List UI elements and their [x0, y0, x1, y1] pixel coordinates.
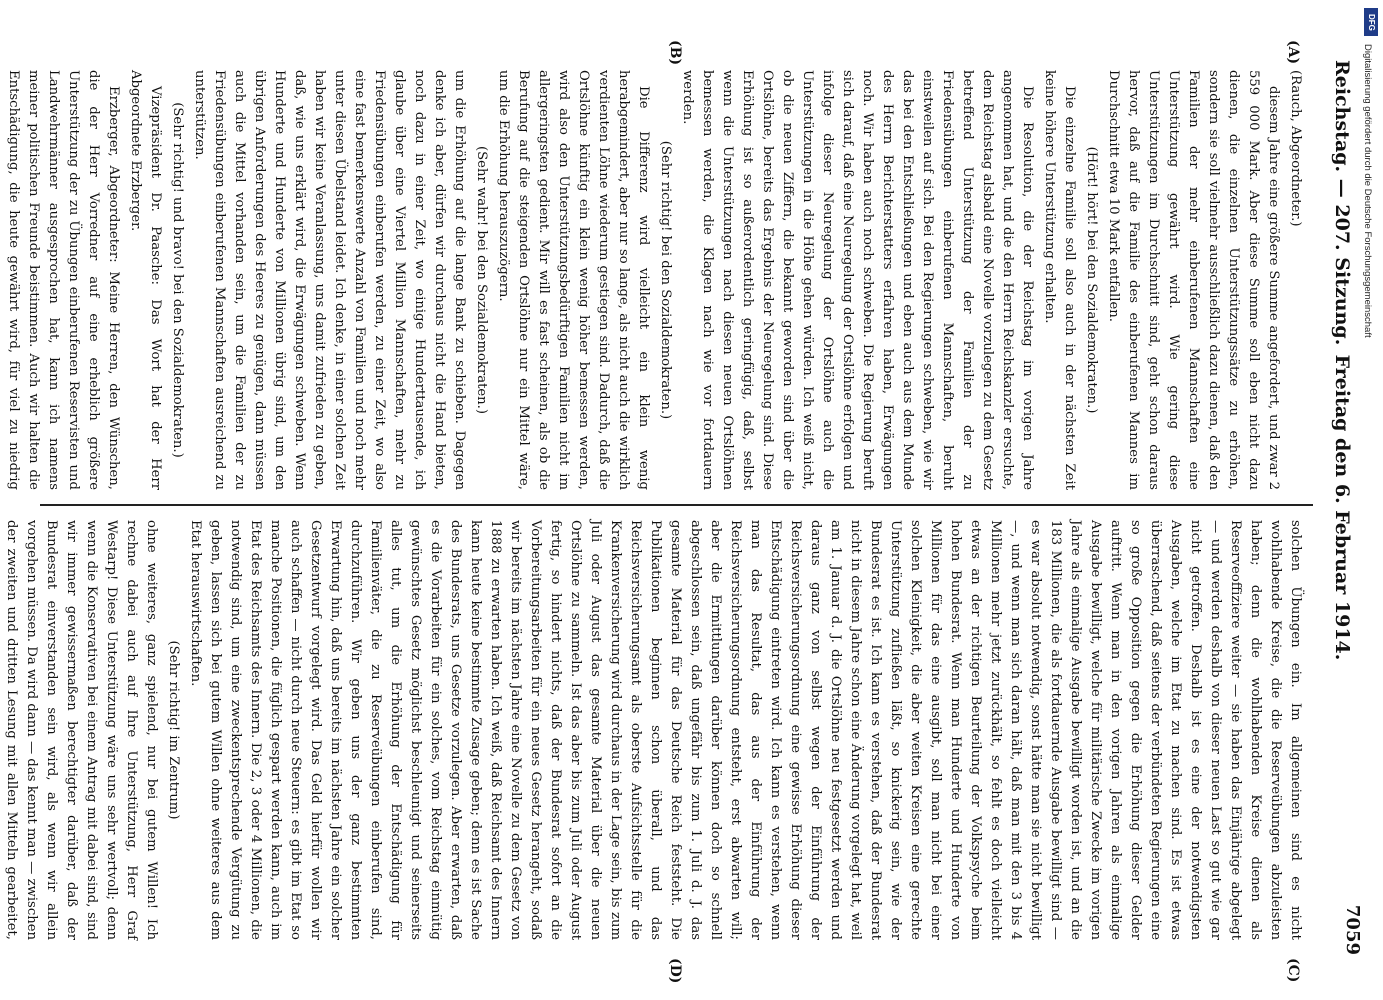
margin-marker-c: (C) — [1285, 958, 1301, 983]
digitization-credit: Digitalisierung gefördert durch die Deutsche Forschungsgemeinschaft — [1362, 44, 1373, 338]
column-divider — [40, 504, 1313, 506]
paragraph: Die Differenz wird vielleicht ein klein wenig herabgemindert, aber nur so lange, als nicht auch die wirklich verdienten Löhne wiederum gestiegen sind. Dadurch, daß die Ortslöhne künftig ein klein wenig höher bemessen werden, wird also den Unterstützungsbedürftigen Familien nicht im allergeringsten gedient. Mir will es fast scheinen, als ob die Berufung auf die steigenden Ortslöhne nur ein Mittel wäre, um die Erhöhung herauszuzögern. — [496, 70, 651, 490]
paragraph: um die Erhöhung auf die lange Bank zu schieben. Dagegen denke ich aber, dürfen wir durchaus nicht die Hand bieten, noch dazu in einer Zeit, wo einige Hunderttausende, ich glaube über eine Viertel Million Mannschaften, mehr zu Friedensübungen einberufen werden, zu einer Zeit, wo also eine fast bemerkenswerte Anzahl von Familien und noch mehr unter diesen Übelstand leidet. Ich denke, in einer solchen Zeit haben wir keine Veranlassung, uns damit zufrieden zu geben, daß, wie uns erklärt wird, die Erwägungen schweben. Wenn Hunderte und Hunderte von Millionen übrig sind, um den übrigen Anforderungen des Heeres zu genügen, dann müssen auch die Mittel vorhanden sein, um die Familien der zu Friedensübungen einberufenen Mannschaften ausreichend zu unterstützen. — [192, 70, 467, 490]
paragraph: ohne weiteres, ganz spielend, nur bei gutem Willen! Ich rechne dabei auch auf Ihre Unterstützung, Herr Graf Westarp! Diese Unterstützung wäre uns sehr wertvoll; denn wenn die Konservativen bei einem Antrag mit dabei sind, sind wir immer gewissermaßen berechtigter darüber, daß der Bundesrat einverstanden sein wird, als wenn wir allein vorgehen müssen. Da wird dann — das kennt man — zwischen der zweiten und dritten Lesung mit allen Mitteln gearbeitet, — [4, 520, 159, 940]
dfg-logo: DFG — [1364, 8, 1378, 36]
chair-announcement: Vizepräsident Dr. Paasche: Das Wort hat der Herr Abgeordnete Erzberger. — [128, 70, 163, 490]
paragraph: solchen Übungen ein. Im allgemeinen sind es nicht wohlhabende Kreise, die die Reserveübungen abzuleisten haben; denn die wohlhabenden Kreise dienen als Reserveoffiziere weiter — sie haben das Einjährige abgelegt — und werden deshalb von dieser neuen Last so gut wie gar nicht getroffen. Deshalb ist es eine der notwendigsten Ausgaben, welche im Etat zu machen sind. Es ist etwas überraschend, daß seitens der verbündeten Regierungen eine so große Opposition gegen die Erhöhung dieser Gelder auftritt. Wenn man in den vorigen Jahren als einmalige Ausgabe bewilligt, welche für militärische Zwecke im vorigen Jahre als einmalige Ausgabe bewilligt worden ist, und an die 183 Millionen, die als fortdauernde Ausgabe bewilligt sind — es war absolut notwendig, sonst hätte man sie nicht bewilligt —, und wenn man sich daran hält, daß man mit den 3 bis 4 Millionen mehr jetzt zurückhält, so fehlt es doch vielleicht etwas an der richtigen Beurteilung der Volkspsyche beim hohen Bundesrat. Wenn man Hunderte und Hunderte von Millionen für das eine ausgibt, soll man nicht bei einer solchen Kleinigkeit, die aber weiten Kreisen eine gerechte Unterstützung zufließen läßt, so knickerig sein, wie der Bundesrat es ist. Ich kann es verstehen, daß der Bundesrat nicht in diesem Jahre schon eine Änderung vorgelegt hat, weil am 1. Januar d. J. die Ortslöhne neu festgesetzt werden und daraus ganz von selbst wegen der Einführung der Reichsversicherungsordnung eine gewisse Erhöhung dieser Entschädigung eintreten wird. Ich kann es verstehen, wenn man das Resultat, das aus der Einführung der Reichsversicherungsordnung entsteht, erst abwarten will; aber die Ermittlungen darüber können doch so schnell abgeschlossen sein, daß ungefähr bis zum 1. Juli d. J. das gesamte Material für das Deutsche Reich feststeht. Die Publikationen beginnen schon überall, und das Reichsversicherungsamt als oberste Aufsichtsstelle für die Krankenversicherung wird durchaus in der Lage sein, bis zum Juli oder August das gesamte Material über die neuen Ortslöhne zu sammeln. Ist das aber bis zum Juli oder August fertig, so hindert nichts, daß der Bundesrat sofort an die Vorbereitungsarbeiten für ein neues Gesetz herangeht, sodaß wir bereits im nächsten Jahre eine Novelle zu dem Gesetz von 1888 zu erwarten haben. Ich weiß, daß Reichsamt des Innern kann heute keine bestimmte Zusage geben; denn es ist Sache des Bundesrats, uns Gesetze vorzulegen. Aber erwarten, daß es die Vorarbeiten für ein solches, vom Reichstag einmütig gewünschtes Gesetz möglichst beschleunigt und seinerseits alles tut, um die Erhöhung der Entschädigung für Familienväter, die zu Reserveübungen einberufen sind, durchzuführen. Wir geben uns der ganz bestimmten Erwartung hin, daß uns bereits im nächsten Jahre ein solcher Gesetzentwurf vorgelegt wird. Das Geld hierfür wollen wir auch schaffen — nicht durch neue Steuern: es gibt im Etat so manche Positionen, die füglich gespart werden kann, auch im Etat des Reichsamts des Innern. Die 2, 3 oder 4 Millionen, die notwendig sind, um eine zweckentsprechende Vergütung zu geben, lassen sich bei gutem Willen ohne weiteres aus dem Etat herauswirtschaften. — [188, 520, 1303, 940]
margin-marker-d: (D) — [667, 958, 683, 984]
interjection: (Sehr richtig! im Zentrum) — [166, 640, 181, 820]
interjection: (Sehr richtig! bei den Sozialdemokraten.) — [658, 140, 673, 420]
left-column — [6, 70, 1305, 490]
paragraph: Die einzelne Familie soll also auch in der nächsten Zeit keine höhere Unterstützung erhalten. — [1042, 70, 1077, 490]
interjection: (Sehr richtig! und bravo! bei den Sozialdemokraten.) — [170, 102, 185, 458]
interjection: (Hört! hört! bei den Sozialdemokraten.) — [1084, 146, 1099, 414]
header-date: Freitag den 6. Februar 1914. — [1331, 354, 1353, 661]
page-header — [1325, 60, 1363, 955]
margin-marker-b: (B) — [667, 40, 683, 66]
interjection: (Sehr wahr! bei den Sozialdemokraten.) — [474, 146, 489, 414]
right-column — [4, 520, 1305, 940]
margin-marker-a: (A) — [1285, 40, 1301, 65]
paragraph: diesem Jahre eine größere Summe angefordert, und zwar 2 559 000 Mark. Aber diese Summe soll eben nicht dazu dienen, die einzelnen Unterstützungssätze zu erhöhen, sondern sie soll vielmehr ausschließlich dazu dienen, daß den Familien der mehr einberufenen Mannschaften eine Unterstützung gewährt wird. Wie gering diese Unterstützungen im Durchschnitt sind, geht schon daraus hervor, daß auf die Familie des einberufenen Mannes im Durchschnitt etwa 10 Mark entfallen. — [1106, 70, 1281, 490]
header-session: Reichstag. — 207. Sitzung. — [1331, 60, 1353, 346]
paragraph: Erzberger, Abgeordneter: Meine Herren, den Wünschen, die der Herr Vorredner auf eine erheblich größere Unterstützung der zu Übungen einberufenen Reservisten und Landwehrmänner ausgesprochen hat, kann ich namens meiner politischen Freunde beistimmen. Auch wir halten die Entschädigung, die heute gewährt wird, für viel zu niedrig — [6, 70, 121, 490]
paragraph: Die Resolution, die der Reichstag im vorigen Jahre angenommen hat, und die den Herrn Reichskanzler ersuchte, dem Reichstag alsbald eine Novelle vorzulegen zu dem Gesetz betreffend Unterstützung der Familien der zu Friedensübungen einberufenen Mannschaften, beruht einstweilen auf sich. Bei den Regierungen schweben, wie wir das bei den Entschließungen und eben auch aus dem Munde des Herrn Berichterstatters erfahren haben, Erwägungen noch. Wir haben auch noch schweben. Die Regierung beruft sich darauf, daß eine Neuregelung der Ortslöhne erfolgen und infolge dieser Neuregelung der Ortslöhne auch die Unterstützungen in die Höhe gehen würden. Ich weiß nicht, ob die neuen Ziffern, die bekannt geworden sind über die Ortslöhne, bereits das Ergebnis der Neuregelung sind. Diese Erhöhung ist so außerordentlich geringfügig, daß, selbst wenn die Unterstützungen nach diesen neuen Ortslöhnen bemessen werden, die Klagen nach wie vor fortdauern werden. — [680, 70, 1035, 490]
page-number: 7059 — [1342, 904, 1363, 955]
speaker-note: (Rauch, Abgeordneter.) — [1288, 70, 1303, 227]
